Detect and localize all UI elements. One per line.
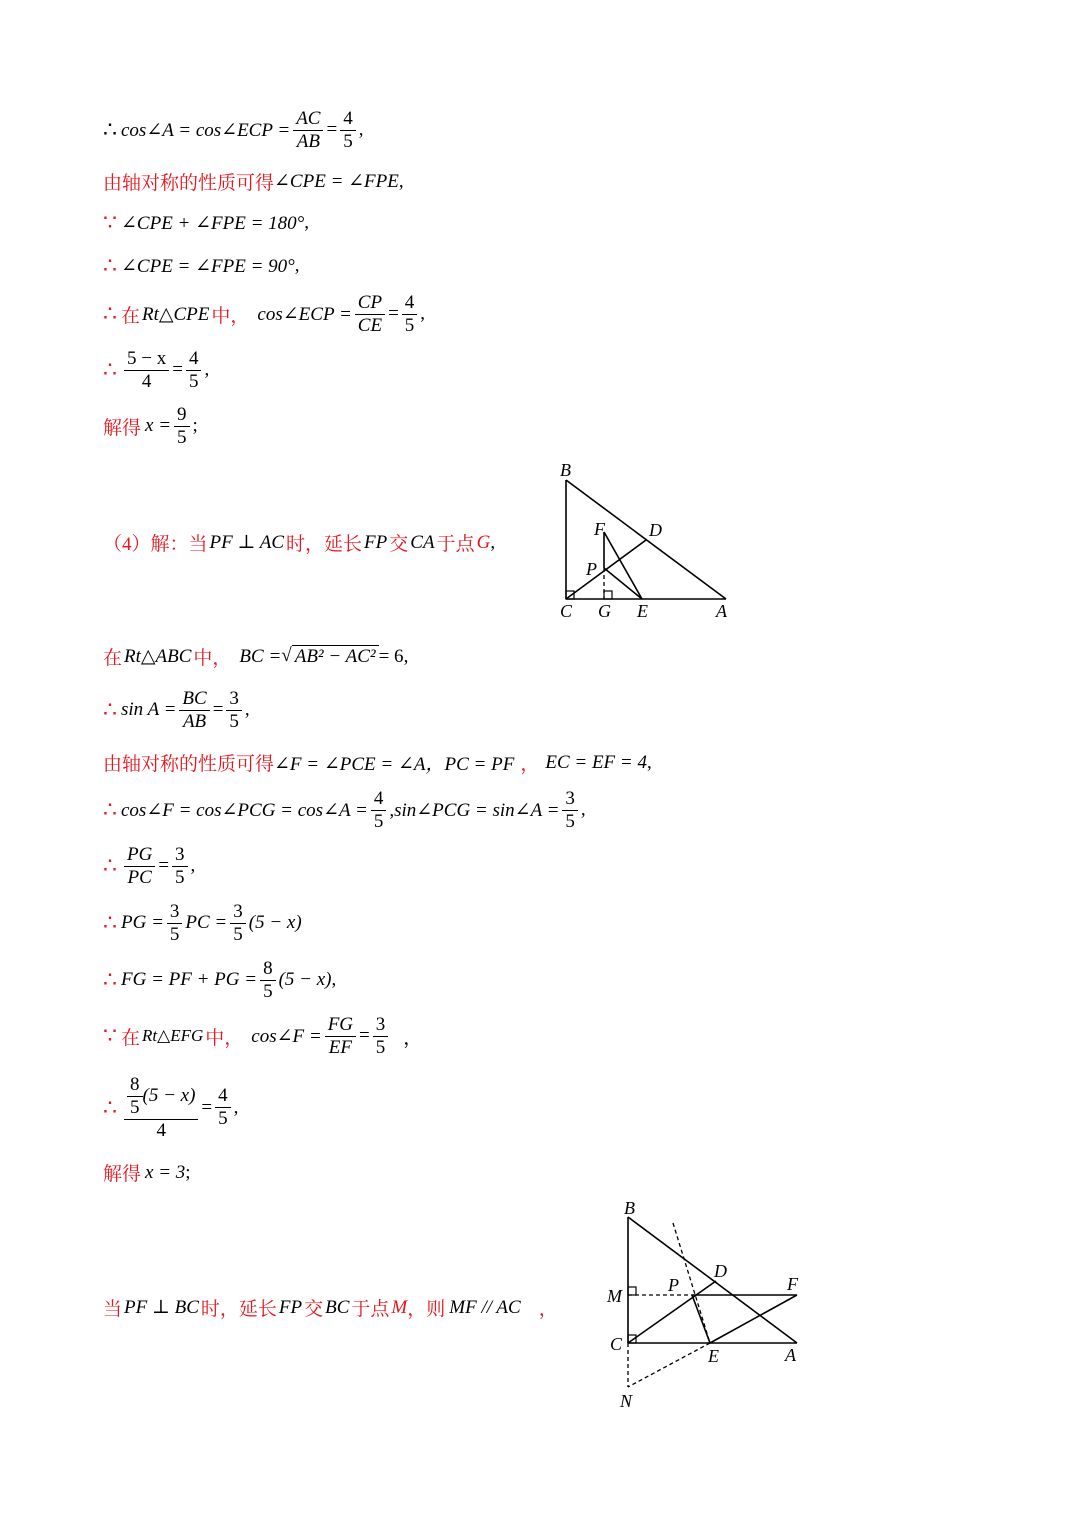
segment-BA xyxy=(628,1217,797,1343)
label-D: D xyxy=(714,1261,727,1281)
triangle-name: Rt△CPE xyxy=(142,303,210,325)
step-text: 解得 xyxy=(103,1164,142,1185)
fraction: $\frac{5 - x}{4}$ xyxy=(124,348,169,393)
step-text: 由轴对称的性质可得 xyxy=(103,173,275,194)
label-N: N xyxy=(620,1391,633,1411)
expr: ∠CPE = ∠FPE = 90° xyxy=(121,255,295,277)
square-root: √ AB² − AC² xyxy=(281,645,378,668)
label-C: C xyxy=(560,601,573,621)
therefore-symbol: ∴ xyxy=(103,697,117,723)
fraction: $\frac{4}{5}$ xyxy=(186,348,202,393)
label-B: B xyxy=(624,1198,635,1218)
right-angle-mark-M xyxy=(628,1287,636,1295)
step-text: 由轴对称的性质可得 xyxy=(103,754,275,775)
fraction: $\frac{4}{5}$ xyxy=(402,292,418,337)
fraction: $\frac{4}{5}$ xyxy=(371,788,387,833)
expr: cos∠A = cos∠ECP = xyxy=(121,119,291,141)
fraction: $\frac{9}{5}$ xyxy=(174,404,190,449)
right-angle-mark-G xyxy=(604,591,612,599)
because-symbol: ∵ xyxy=(103,1023,117,1049)
therefore-symbol: ∴ xyxy=(103,853,117,879)
segment-FE xyxy=(710,1295,797,1343)
therefore-symbol: ∴ xyxy=(103,301,117,327)
step-12: ∴ cos∠F = cos∠PCG = cos∠A = $\frac{4}{5}$ ,sin∠PCG = sin∠A = $\frac{3}{5}$ , xyxy=(103,788,586,832)
step-1: ∴ cos∠A = cos∠ECP = $\frac{AC}{AB}$ = $\frac{4}{5}$ , xyxy=(103,108,364,152)
fraction: $\frac{4}{5}$ xyxy=(340,108,356,153)
expr: ∠CPE = ∠FPE xyxy=(274,171,399,192)
compound-fraction: $\frac{8}{5}$ (5 − x) 4 xyxy=(124,1074,198,1142)
step-6: ∴ $\frac{5 - x}{4}$ = $\frac{4}{5}$ , xyxy=(103,348,210,392)
step-16: ∵ 在 Rt△EFG 中， cos∠F = $\frac{FG}{EF}$ = $\frac{3}{5}$ ， xyxy=(103,1014,423,1058)
label-C: C xyxy=(610,1334,623,1354)
fraction: $\frac{FG}{EF}$ xyxy=(325,1014,356,1059)
step-4: ∴ ∠CPE = ∠FPE = 90° , xyxy=(103,253,300,278)
step-text: 解得 xyxy=(103,417,142,439)
label-P: P xyxy=(586,559,597,579)
step-8: （4）解：当 PF ⊥ AC 时，延长 FP 交 CA 于点 G , xyxy=(103,529,495,556)
therefore-symbol: ∴ xyxy=(103,797,117,823)
expr: ∠CPE + ∠FPE = 180° xyxy=(121,212,305,234)
therefore-symbol: ∴ xyxy=(103,357,117,383)
fraction: $\frac{BC}{AB}$ xyxy=(179,688,209,733)
fraction: $\frac{8}{5}$ xyxy=(260,958,276,1003)
label-A: A xyxy=(716,601,727,621)
fraction: $\frac{3}{5}$ xyxy=(373,1014,389,1059)
fraction: $\frac{3}{5}$ xyxy=(167,901,183,946)
triangle-name: Rt△EFG xyxy=(142,1026,204,1046)
label-D: D xyxy=(649,520,662,540)
step-text: （4）解：当 xyxy=(103,534,208,555)
therefore-symbol: ∴ xyxy=(103,967,117,993)
label-A: A xyxy=(785,1345,796,1365)
therefore-symbol: ∴ xyxy=(103,1094,117,1120)
therefore-symbol: ∴ xyxy=(103,117,117,143)
segment-EN xyxy=(628,1343,710,1387)
fraction: $\frac{PG}{PC}$ xyxy=(124,844,155,889)
segment-PE xyxy=(692,1295,710,1343)
label-B: B xyxy=(560,460,571,480)
fraction: $\frac{3}{5}$ xyxy=(230,901,246,946)
triangle-diagram-2 xyxy=(600,1195,830,1420)
fraction: $\frac{CP}{CE}$ xyxy=(355,292,385,337)
label-E: E xyxy=(708,1346,719,1366)
fraction: $\frac{3}{5}$ xyxy=(226,688,242,733)
fraction: $\frac{3}{5}$ xyxy=(172,844,188,889)
label-F: F xyxy=(787,1274,798,1294)
step-15: ∴ FG = PF + PG = $\frac{8}{5}$ (5 − x) , xyxy=(103,958,337,1002)
step-13: ∴ $\frac{PG}{PC}$ = $\frac{3}{5}$ , xyxy=(103,844,196,888)
segment-FE xyxy=(604,532,642,599)
label-F: F xyxy=(594,519,605,539)
step-17: ∴ $\frac{8}{5}$ (5 − x) 4 = $\frac{4}{5}$ , xyxy=(103,1074,239,1141)
triangle-name: Rt△ABC xyxy=(124,646,192,667)
therefore-symbol: ∴ xyxy=(103,253,117,278)
step-3: ∵ ∠CPE + ∠FPE = 180° , xyxy=(103,210,310,235)
because-symbol: ∵ xyxy=(103,210,117,235)
fraction: $\frac{4}{5}$ xyxy=(215,1085,231,1130)
step-7: 解得 x = $\frac{9}{5}$ ; xyxy=(103,404,198,448)
step-5: ∴ 在 Rt△CPE 中， cos∠ECP = $\frac{CP}{CE}$ = $\frac{4}{5}$ , xyxy=(103,292,426,336)
fraction: $\frac{AC}{AB}$ xyxy=(293,108,323,153)
label-G: G xyxy=(598,601,611,621)
step-19: 当 PF ⊥ BC 时，延长 FP 交 BC 于点 M ，则 MF // AC ， xyxy=(103,1296,558,1320)
step-18: 解得 x = 3 ; xyxy=(103,1159,191,1186)
label-P: P xyxy=(668,1275,679,1295)
step-10: ∴ sin A = $\frac{BC}{AB}$ = $\frac{3}{5}$ , xyxy=(103,688,250,732)
label-E: E xyxy=(637,601,648,621)
triangle-diagram-1 xyxy=(550,458,750,628)
step-2: 由轴对称的性质可得 ∠CPE = ∠FPE , xyxy=(103,168,404,195)
step-14: ∴ PG = $\frac{3}{5}$ PC = $\frac{3}{5}$ (5 − x) xyxy=(103,901,302,945)
therefore-symbol: ∴ xyxy=(103,910,117,936)
label-M: M xyxy=(607,1286,622,1306)
segment-PE xyxy=(604,568,642,599)
step-11: 由轴对称的性质可得 ∠F = ∠PCE = ∠A，PC = PF ， EC = EF = 4 , xyxy=(103,749,652,776)
fraction: $\frac{3}{5}$ xyxy=(562,788,578,833)
step-9: 在 Rt△ABC 中， BC = √ AB² − AC² = 6 , xyxy=(103,645,409,669)
